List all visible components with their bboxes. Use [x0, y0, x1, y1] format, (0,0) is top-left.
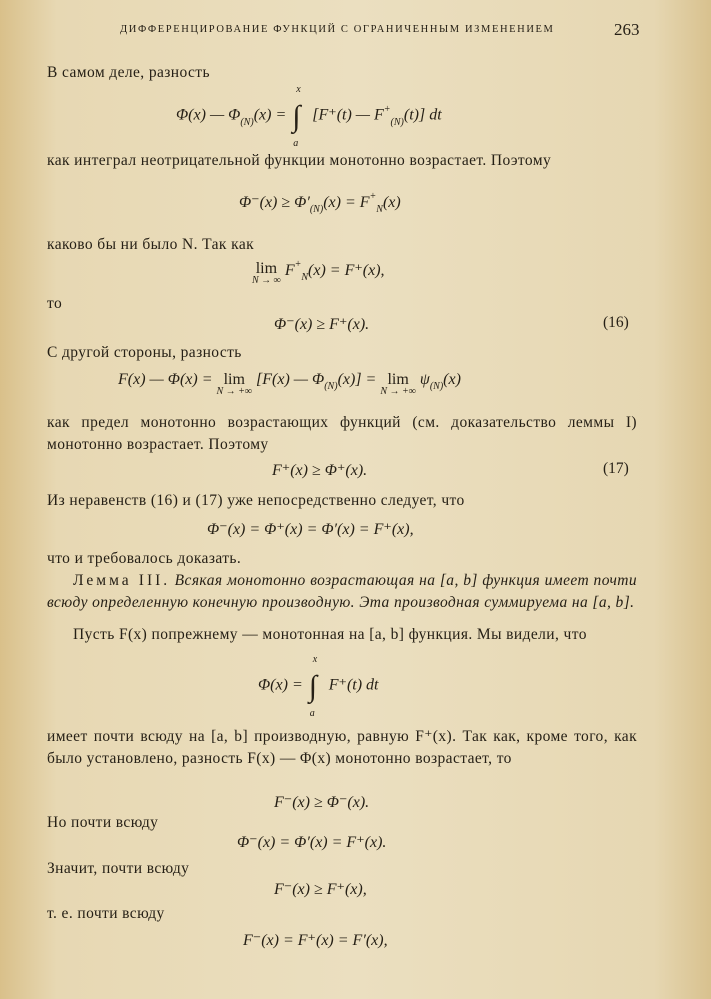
- paragraph-13: т. е. почти всюду: [47, 905, 165, 922]
- equation-11: F⁻(x) ≥ F⁺(x),: [274, 881, 367, 898]
- equation-7: Φ⁻(x) = Φ⁺(x) = Φ′(x) = F⁺(x),: [207, 521, 414, 538]
- equation-number-16: (16): [603, 314, 629, 331]
- paragraph-5: С другой стороны, разность: [47, 344, 242, 361]
- integral-sign: ∫ x a: [308, 654, 318, 719]
- equation-6: F⁺(x) ≥ Φ⁺(x).: [272, 462, 368, 479]
- paragraph-4: то: [47, 295, 63, 312]
- equation-4: Φ⁻(x) ≥ F⁺(x).: [274, 316, 370, 333]
- lemma-3: [47, 570, 637, 614]
- lemma-text: Всякая монотонно возрастающая на [a, b] функция имеет почти всюду определенную конечную производную. Эта производная суммируема на [a, b].: [47, 572, 637, 611]
- equation-8: Φ(x) = ∫ x a F⁺(t) dt: [258, 654, 379, 719]
- paragraph-1: В самом деле, разность: [47, 64, 210, 81]
- paragraph-7: Из неравенств (16) и (17) уже непосредственно следует, что: [47, 492, 465, 509]
- equation-1: Φ(x) — $\Phi_{(N)}(x)$ = ∫ x a [F⁺(t) — $F^+_{(N)}(t)$] dt: [176, 84, 442, 149]
- integral-sign: ∫ x a: [292, 84, 301, 149]
- paragraph-8: что и требовалось доказать.: [47, 550, 242, 567]
- paragraph-12: Значит, почти всюду: [47, 860, 190, 877]
- paragraph-11: Но почти всюду: [47, 814, 159, 831]
- lemma-label: Лемма III.: [73, 572, 171, 589]
- running-title: ДИФФЕРЕНЦИРОВАНИЕ ФУНКЦИЙ С ОГРАНИЧЕННЫМ ИЗМЕНЕНИЕМ: [120, 24, 555, 35]
- paragraph-10: имеет почти всюду на [a, b] производную, равную F⁺(x). Так как, кроме того, как было установлено, разность F(x) — Φ(x) монотонно возрастает, то: [47, 728, 637, 767]
- equation-10: Φ⁻(x) = Φ′(x) = F⁺(x).: [237, 834, 387, 851]
- equation-9: F⁻(x) ≥ Φ⁻(x).: [274, 794, 370, 811]
- equation-5: F(x) — Φ(x) = lim N → +∞ [F(x) — $\Phi_{(N)}(x)] = \lim$ N → +∞ $\psi_{(N)}(x)$: [118, 371, 461, 397]
- paragraph-6: как предел монотонно возрастающих функций (см. доказательство леммы I) монотонно возрастает. Поэтому: [47, 414, 637, 453]
- equation-12: F⁻(x) = F⁺(x) = F′(x),: [243, 932, 388, 949]
- equation-3: lim N → ∞ $F^+_N(x) = F^+(x)$,: [252, 259, 385, 286]
- equation-number-17: (17): [603, 460, 629, 477]
- page-number: 263: [614, 20, 640, 39]
- paragraph-9: Пусть F(x) попрежнему — монотонная на [a, b] функция. Мы видели, что: [73, 626, 587, 643]
- paragraph-2: как интеграл неотрицательной функции монотонно возрастает. Поэтому: [47, 152, 552, 169]
- equation-2: $\Phi^-(x) \ge \Phi'_{(N)}(x) = F^+_N(x)$: [239, 191, 401, 215]
- paragraph-3: каково бы ни было N. Так как: [47, 236, 255, 253]
